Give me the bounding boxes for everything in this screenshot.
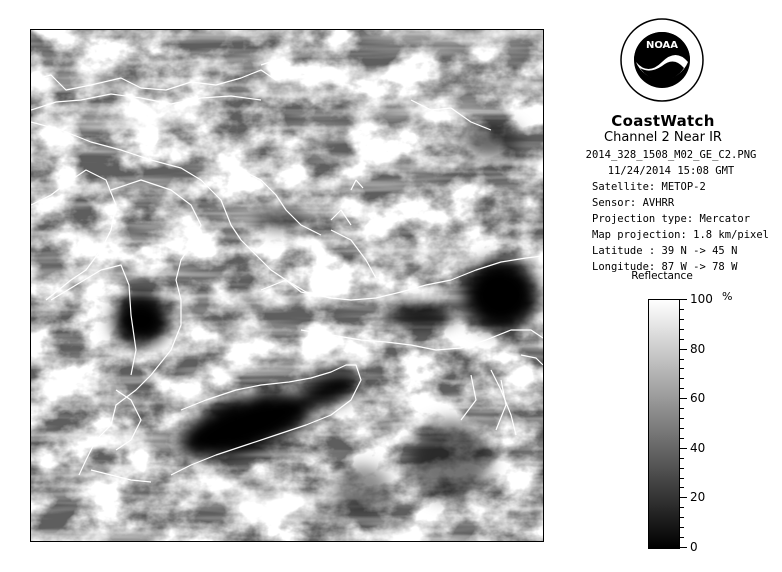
product-title: CoastWatch xyxy=(611,112,715,130)
colorbar-minor-tick xyxy=(680,408,684,409)
colorbar-minor-tick xyxy=(680,388,684,389)
colorbar xyxy=(648,299,680,549)
colorbar-tick-mark xyxy=(680,299,687,300)
colorbar-minor-tick xyxy=(680,507,684,508)
datetime-text: 11/24/2014 15:08 GMT xyxy=(607,165,735,177)
colorbar-minor-tick xyxy=(680,438,684,439)
colorbar-tick-label: 20 xyxy=(690,490,706,504)
colorbar-tick-label: 80 xyxy=(690,342,706,356)
colorbar-minor-tick xyxy=(680,478,684,479)
colorbar-tick-label: 40 xyxy=(690,441,706,455)
satellite-image-panel[interactable] xyxy=(30,29,544,542)
colorbar-tick-mark xyxy=(680,398,687,399)
colorbar-tick-label: 60 xyxy=(690,391,706,405)
filename-text: 2014_328_1508_M02_GE_C2.PNG xyxy=(585,149,757,161)
colorbar-minor-tick xyxy=(680,309,684,310)
colorbar-minor-tick xyxy=(680,339,684,340)
colorbar-minor-tick xyxy=(680,458,684,459)
longitude-text: Longitude: 87 W -> 78 W xyxy=(592,261,738,273)
colorbar-minor-tick xyxy=(680,378,684,379)
colorbar-tick-mark xyxy=(680,497,687,498)
satellite-imagery xyxy=(31,30,543,541)
colorbar-minor-tick xyxy=(680,329,684,330)
colorbar-tick-mark xyxy=(680,349,687,350)
colorbar-minor-tick xyxy=(680,517,684,518)
colorbar-minor-tick xyxy=(680,319,684,320)
colorbar-tick-label: 100 xyxy=(690,292,713,306)
colorbar-minor-tick xyxy=(680,468,684,469)
metadata-panel xyxy=(566,147,776,275)
colorbar-label: Reflectance xyxy=(631,270,693,282)
colorbar-minor-tick xyxy=(680,487,684,488)
colorbar-minor-tick xyxy=(680,359,684,360)
colorbar-minor-tick xyxy=(680,368,684,369)
satellite-text: Satellite: METOP-2 xyxy=(592,181,706,193)
logo-text: NOAA xyxy=(645,40,679,51)
colorbar-minor-tick xyxy=(680,428,684,429)
colorbar-tick-mark xyxy=(680,448,687,449)
sensor-text: Sensor: AVHRR xyxy=(592,197,675,209)
channel-subtitle: Channel 2 Near IR xyxy=(604,130,722,145)
colorbar-tick-mark xyxy=(680,547,687,548)
map-projection-text: Map projection: 1.8 km/pixel xyxy=(592,229,770,241)
colorbar-minor-tick xyxy=(680,418,684,419)
noaa-seal-icon xyxy=(620,18,704,102)
latitude-text: Latitude : 39 N -> 45 N xyxy=(592,245,738,257)
colorbar-minor-tick xyxy=(680,537,684,538)
colorbar-tick-label: 0 xyxy=(690,540,698,554)
noaa-logo xyxy=(620,18,704,102)
projection-type-text: Projection type: Mercator xyxy=(592,213,751,225)
colorbar-minor-tick xyxy=(680,527,684,528)
colorbar-unit: % xyxy=(722,290,733,303)
